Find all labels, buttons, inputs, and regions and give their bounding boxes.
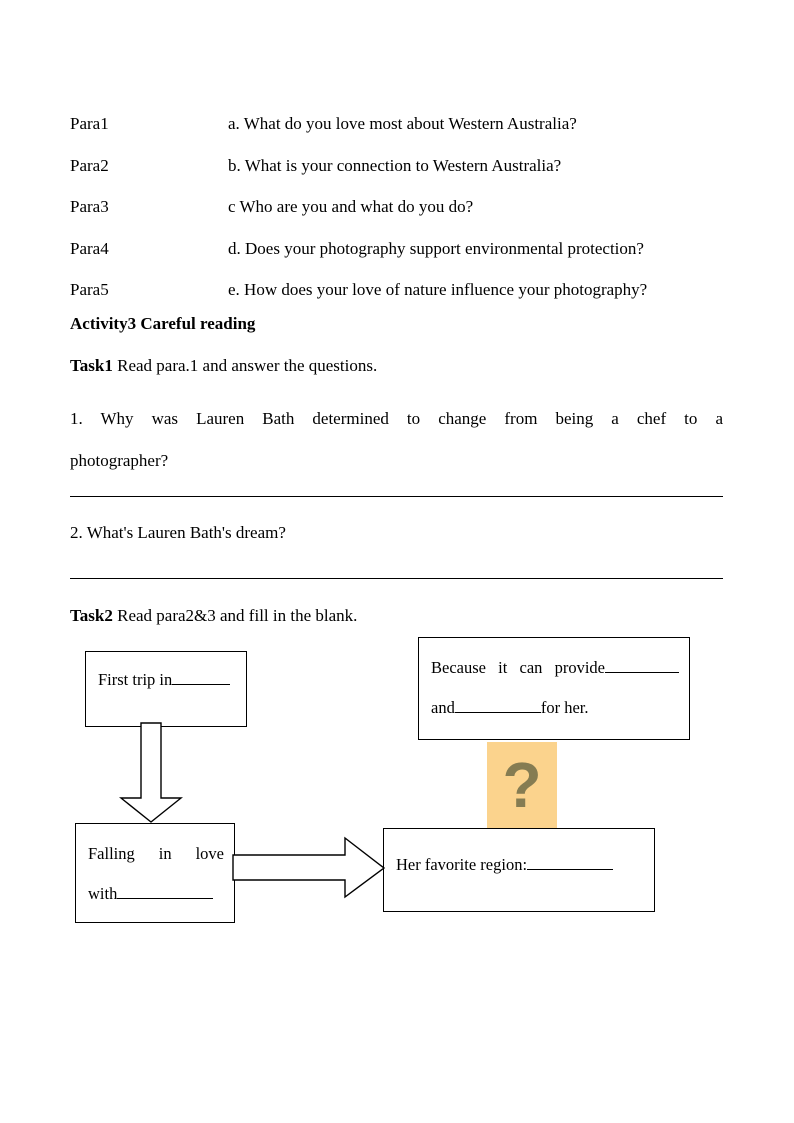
- because-and-text: and: [431, 698, 455, 717]
- because-blank-2[interactable]: [455, 712, 541, 713]
- question-mark-icon: ?: [502, 749, 542, 821]
- task1-label: Task1: [70, 356, 113, 375]
- because-line-2: [431, 688, 679, 728]
- first-trip-blank[interactable]: [172, 684, 230, 685]
- activity3-heading: Activity3 Careful reading: [70, 314, 256, 333]
- task2-label: Task2: [70, 606, 113, 625]
- falling-with-text: with: [88, 884, 118, 903]
- question-1-line-1: 1. Why was Lauren Bath determined to change from being a chef to a: [70, 409, 723, 428]
- para-label: Para3: [70, 197, 109, 216]
- matching-question: b. What is your connection to Western Australia?: [228, 155, 562, 175]
- diagram-box-falling-in-love: [75, 823, 235, 923]
- region-text: Her favorite region:: [396, 855, 528, 874]
- task2-instruction-text: Read para2&3 and fill in the blank.: [112, 606, 358, 625]
- diagram-box-because: [418, 637, 690, 740]
- first-trip-line: [98, 660, 236, 700]
- because-blank-1[interactable]: [605, 672, 679, 673]
- falling-blank[interactable]: [117, 898, 213, 899]
- matching-question: a. What do you love most about Western Australia?: [228, 114, 577, 133]
- because-for-her-text: for her.: [540, 698, 589, 717]
- falling-line-1: Falling in love: [88, 844, 224, 863]
- para-label: Para4: [70, 238, 109, 258]
- para-label: Para2: [70, 155, 109, 175]
- falling-line-2: [88, 874, 224, 914]
- because-text: Because it can provide: [431, 658, 605, 677]
- para-label: Para1: [70, 114, 109, 133]
- task1-question-2: 2. What's Lauren Bath's dream?: [70, 523, 286, 542]
- because-line-1: [431, 648, 679, 688]
- matching-question: e. How does your love of nature influence your photography?: [228, 280, 648, 299]
- diagram-box-first-trip: [85, 651, 247, 727]
- diagram-box-favorite-region: [383, 828, 655, 912]
- down-arrow-icon: [118, 723, 210, 823]
- region-line: [396, 845, 644, 885]
- task1-instruction-text: Read para.1 and answer the questions.: [112, 356, 378, 375]
- region-blank[interactable]: [527, 869, 613, 870]
- right-arrow-icon: [233, 838, 387, 900]
- matching-question: d. Does your photography support environmental protection?: [228, 238, 644, 258]
- para-label: Para5: [70, 280, 109, 299]
- question-mark-tile: [487, 742, 557, 828]
- question-1-line-2: photographer?: [70, 451, 169, 470]
- first-trip-text: First trip in: [98, 670, 173, 689]
- matching-question: c Who are you and what do you do?: [228, 197, 474, 216]
